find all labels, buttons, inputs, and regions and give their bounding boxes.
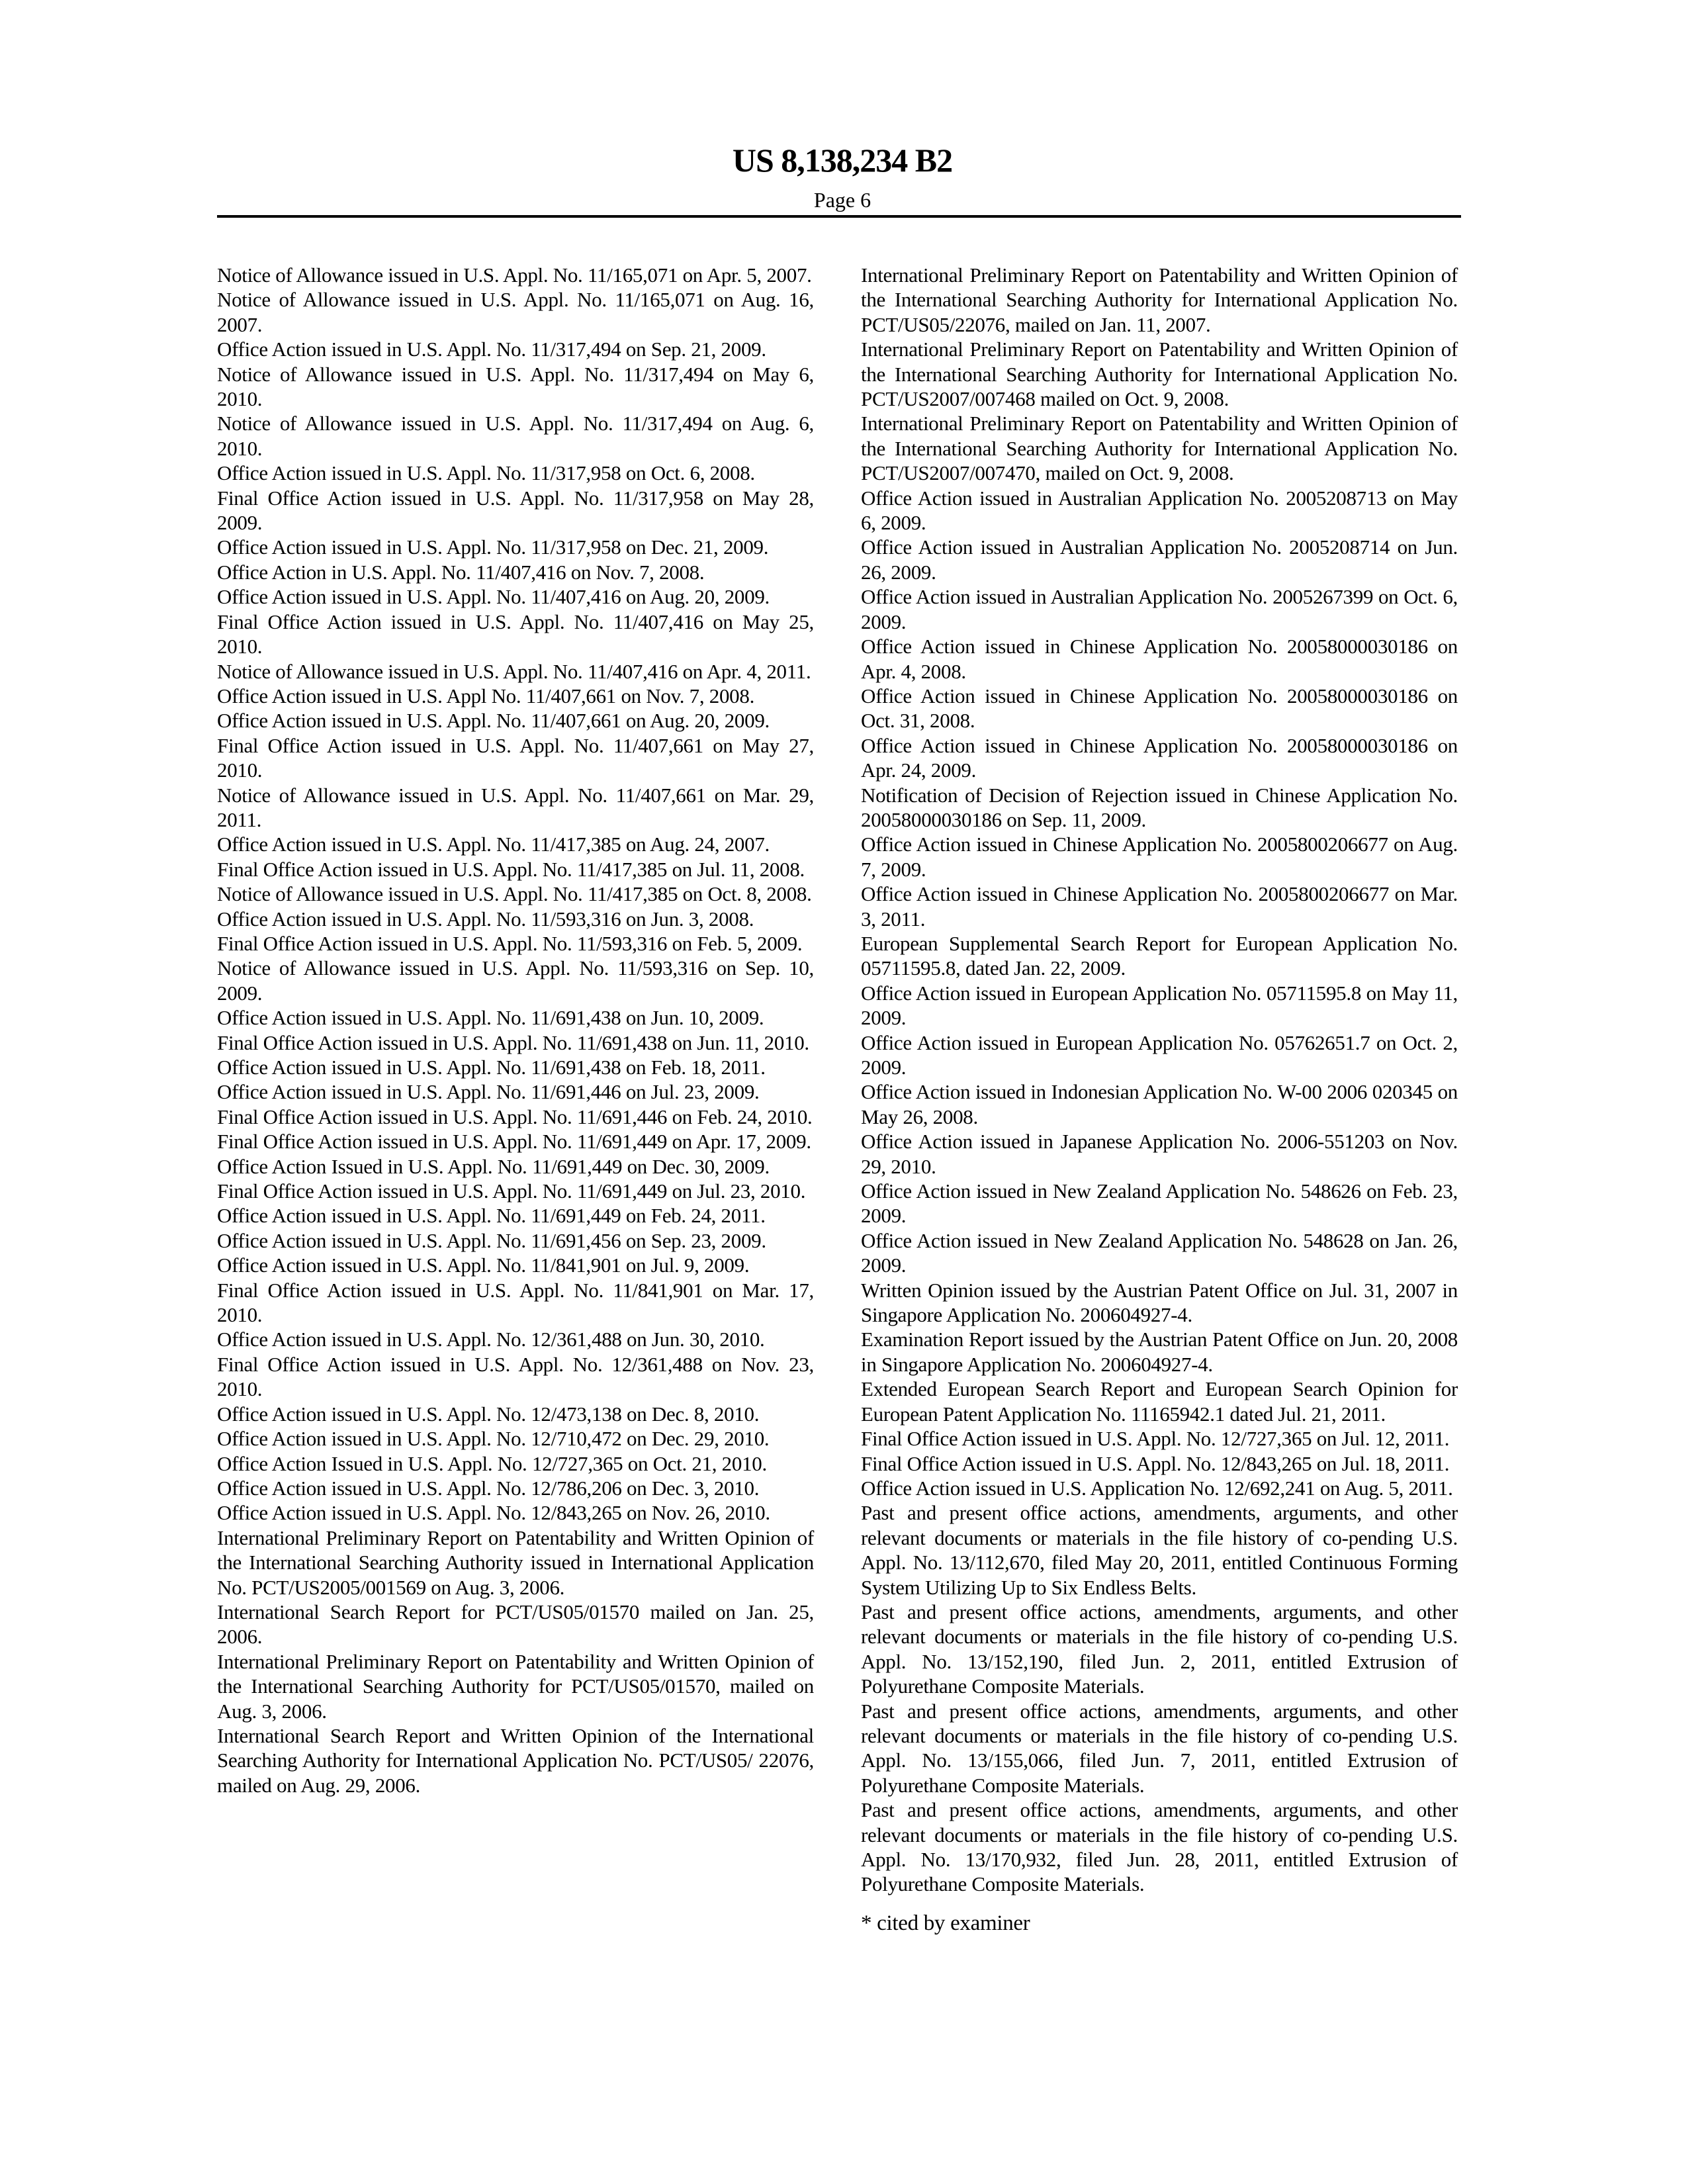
reference-entry: Notice of Allowance issued in U.S. Appl. No. 11/417,385 on Oct. 8, 2008.	[217, 882, 814, 906]
reference-entry: Office Action Issued in U.S. Appl. No. 12/727,365 on Oct. 21, 2010.	[217, 1451, 814, 1476]
reference-entry: Past and present office actions, amendments, arguments, and other relevant documents or materials in the file history of co-pending U.S. Appl. No. 13/112,670, filed May 20, 2011, entitled Continuous Forming System Utilizing Up to Six Endless Belts.	[861, 1500, 1458, 1600]
reference-entry: Office Action Issued in U.S. Appl. No. 11/691,449 on Dec. 30, 2009.	[217, 1154, 814, 1179]
reference-entry: Office Action issued in European Application No. 05711595.8 on May 11, 2009.	[861, 981, 1458, 1030]
reference-entry: Final Office Action issued in U.S. Appl. No. 11/691,449 on Jul. 23, 2010.	[217, 1179, 814, 1203]
reference-entry: International Preliminary Report on Patentability and Written Opinion of the International Searching Authority for International Application No. PCT/US2007/007468 mailed on Oct. 9, 2008.	[861, 337, 1458, 411]
reference-entry: Office Action issued in Chinese Application No. 20058000030186 on Oct. 31, 2008.	[861, 684, 1458, 733]
reference-entry: Office Action issued in U.S. Appl. No. 11/317,958 on Oct. 6, 2008.	[217, 461, 814, 485]
reference-entry: Office Action issued in U.S. Appl. No. 12/786,206 on Dec. 3, 2010.	[217, 1476, 814, 1500]
reference-entry: Office Action issued in U.S. Appl. No. 11/407,416 on Aug. 20, 2009.	[217, 584, 814, 609]
page-number: Page 6	[0, 187, 1685, 213]
reference-entry: Office Action issued in New Zealand Application No. 548626 on Feb. 23, 2009.	[861, 1179, 1458, 1228]
reference-entry: Notice of Allowance issued in U.S. Appl. No. 11/317,494 on May 6, 2010.	[217, 362, 814, 412]
reference-entry: Notice of Allowance issued in U.S. Appl. No. 11/593,316 on Sep. 10, 2009.	[217, 956, 814, 1005]
reference-entry: Office Action issued in Chinese Application No. 20058000030186 on Apr. 24, 2009.	[861, 733, 1458, 783]
reference-entry: Office Action issued in U.S. Appl. No. 11/317,494 on Sep. 21, 2009.	[217, 337, 814, 361]
reference-entry: Office Action issued in New Zealand Application No. 548628 on Jan. 26, 2009.	[861, 1228, 1458, 1278]
reference-entry: Office Action issued in Australian Application No. 2005267399 on Oct. 6, 2009.	[861, 584, 1458, 634]
reference-entry: Final Office Action issued in U.S. Appl. No. 12/361,488 on Nov. 23, 2010.	[217, 1352, 814, 1402]
reference-entry: International Preliminary Report on Patentability and Written Opinion of the International Searching Authority issued in International Application No. PCT/US2005/001569 on Aug. 3, 2006.	[217, 1525, 814, 1600]
reference-entry: Office Action issued in Chinese Application No. 2005800206677 on Aug. 7, 2009.	[861, 832, 1458, 882]
reference-entry: Office Action issued in U.S. Appl. No. 11/417,385 on Aug. 24, 2007.	[217, 832, 814, 856]
reference-entry: Past and present office actions, amendments, arguments, and other relevant documents or materials in the file history of co-pending U.S. Appl. No. 13/170,932, filed Jun. 28, 2011, entitled Extrusion of Polyurethane Composite Materials.	[861, 1797, 1458, 1897]
reference-entry: Office Action issued in U.S. Appl. No. 11/317,958 on Dec. 21, 2009.	[217, 535, 814, 559]
reference-entry: Final Office Action issued in U.S. Appl. No. 11/691,438 on Jun. 11, 2010.	[217, 1030, 814, 1055]
reference-entry: Office Action issued in U.S. Appl. No. 11/841,901 on Jul. 9, 2009.	[217, 1253, 814, 1277]
reference-entry: Examination Report issued by the Austrian Patent Office on Jun. 20, 2008 in Singapore Application No. 200604927-4.	[861, 1327, 1458, 1377]
reference-entry: Notice of Allowance issued in U.S. Appl. No. 11/317,494 on Aug. 6, 2010.	[217, 411, 814, 461]
reference-entry: Notice of Allowance issued in U.S. Appl. No. 11/165,071 on Apr. 5, 2007.	[217, 263, 814, 287]
reference-entry: Office Action issued in Australian Application No. 2005208714 on Jun. 26, 2009.	[861, 535, 1458, 584]
cited-by-examiner-note: * cited by examiner	[861, 1911, 1458, 1936]
reference-entry: Final Office Action issued in U.S. Appl. No. 12/727,365 on Jul. 12, 2011.	[861, 1426, 1458, 1451]
reference-entry: Office Action issued in U.S. Appl. No. 11/691,446 on Jul. 23, 2009.	[217, 1079, 814, 1104]
reference-entry: Final Office Action issued in U.S. Appl. No. 11/317,958 on May 28, 2009.	[217, 486, 814, 535]
reference-entry: Office Action issued in U.S. Appl. No. 12/843,265 on Nov. 26, 2010.	[217, 1500, 814, 1525]
reference-entry: Final Office Action issued in U.S. Appl. No. 11/593,316 on Feb. 5, 2009.	[217, 931, 814, 956]
reference-entry: European Supplemental Search Report for European Application No. 05711595.8, dated Jan. 22, 2009.	[861, 931, 1458, 981]
reference-entry: Past and present office actions, amendments, arguments, and other relevant documents or materials in the file history of co-pending U.S. Appl. No. 13/152,190, filed Jun. 2, 2011, entitled Extrusion of Polyurethane Composite Materials.	[861, 1600, 1458, 1699]
reference-entry: Office Action issued in Indonesian Application No. W-00 2006 020345 on May 26, 2008.	[861, 1079, 1458, 1129]
reference-entry: Office Action issued in U.S. Appl. No. 12/710,472 on Dec. 29, 2010.	[217, 1426, 814, 1451]
reference-entry: Office Action issued in Chinese Application No. 2005800206677 on Mar. 3, 2011.	[861, 882, 1458, 931]
reference-entry: Office Action issued in U.S. Appl. No. 11/691,438 on Feb. 18, 2011.	[217, 1055, 814, 1079]
reference-entry: Extended European Search Report and European Search Opinion for European Patent Application No. 11165942.1 dated Jul. 21, 2011.	[861, 1377, 1458, 1426]
reference-entry: Office Action issued in U.S. Appl. No. 11/407,661 on Aug. 20, 2009.	[217, 708, 814, 733]
reference-entry: Office Action issued in Chinese Application No. 20058000030186 on Apr. 4, 2008.	[861, 634, 1458, 684]
reference-entry: Office Action in U.S. Appl. No. 11/407,416 on Nov. 7, 2008.	[217, 560, 814, 584]
reference-entry: Final Office Action issued in U.S. Appl. No. 11/841,901 on Mar. 17, 2010.	[217, 1278, 814, 1328]
header-divider	[217, 215, 1461, 218]
reference-entry: International Preliminary Report on Patentability and Written Opinion of the International Searching Authority for International Application No. PCT/US2007/007470, mailed on Oct. 9, 2008.	[861, 411, 1458, 485]
reference-entry: Office Action issued in European Application No. 05762651.7 on Oct. 2, 2009.	[861, 1030, 1458, 1080]
reference-entry: Notice of Allowance issued in U.S. Appl. No. 11/407,416 on Apr. 4, 2011.	[217, 659, 814, 684]
reference-entry: Final Office Action issued in U.S. Appl. No. 11/691,446 on Feb. 24, 2010.	[217, 1105, 814, 1129]
reference-entry: Office Action issued in U.S. Appl. No. 11/691,449 on Feb. 24, 2011.	[217, 1203, 814, 1228]
reference-entry: Past and present office actions, amendments, arguments, and other relevant documents or materials in the file history of co-pending U.S. Appl. No. 13/155,066, filed Jun. 7, 2011, entitled Extrusion of Polyurethane Composite Materials.	[861, 1699, 1458, 1798]
reference-entry: Final Office Action issued in U.S. Appl. No. 11/691,449 on Apr. 17, 2009.	[217, 1129, 814, 1154]
reference-entry: International Search Report and Written Opinion of the International Searching Authority for International Application No. PCT/US05/ 22076, mailed on Aug. 29, 2006.	[217, 1723, 814, 1797]
reference-entry: Notice of Allowance issued in U.S. Appl. No. 11/407,661 on Mar. 29, 2011.	[217, 783, 814, 833]
reference-entry: Office Action issued in Japanese Application No. 2006-551203 on Nov. 29, 2010.	[861, 1129, 1458, 1179]
reference-entry: Final Office Action issued in U.S. Appl. No. 12/843,265 on Jul. 18, 2011.	[861, 1451, 1458, 1476]
reference-entry: Notice of Allowance issued in U.S. Appl. No. 11/165,071 on Aug. 16, 2007.	[217, 287, 814, 337]
reference-entry: Final Office Action issued in U.S. Appl. No. 11/407,661 on May 27, 2010.	[217, 733, 814, 783]
reference-entry: Final Office Action issued in U.S. Appl. No. 11/417,385 on Jul. 11, 2008.	[217, 857, 814, 882]
patent-number: US 8,138,234 B2	[0, 140, 1685, 180]
right-reference-column	[861, 263, 1458, 1936]
reference-entry: International Preliminary Report on Patentability and Written Opinion of the International Searching Authority for International Application No. PCT/US05/22076, mailed on Jan. 11, 2007.	[861, 263, 1458, 337]
reference-entry: International Preliminary Report on Patentability and Written Opinion of the International Searching Authority for PCT/US05/01570, mailed on Aug. 3, 2006.	[217, 1649, 814, 1723]
reference-entry: Office Action issued in Australian Application No. 2005208713 on May 6, 2009.	[861, 486, 1458, 535]
reference-entry: Office Action issued in U.S. Application No. 12/692,241 on Aug. 5, 2011.	[861, 1476, 1458, 1500]
reference-entry: Office Action issued in U.S. Appl. No. 12/361,488 on Jun. 30, 2010.	[217, 1327, 814, 1351]
reference-entry: Office Action issued in U.S. Appl. No. 11/593,316 on Jun. 3, 2008.	[217, 907, 814, 931]
reference-entry: Office Action issued in U.S. Appl No. 11/407,661 on Nov. 7, 2008.	[217, 684, 814, 708]
reference-entry: Office Action issued in U.S. Appl. No. 11/691,456 on Sep. 23, 2009.	[217, 1228, 814, 1253]
left-reference-column	[217, 263, 814, 1797]
reference-entry: International Search Report for PCT/US05/01570 mailed on Jan. 25, 2006.	[217, 1600, 814, 1649]
reference-entry: Office Action issued in U.S. Appl. No. 12/473,138 on Dec. 8, 2010.	[217, 1402, 814, 1426]
reference-entry: Final Office Action issued in U.S. Appl. No. 11/407,416 on May 25, 2010.	[217, 610, 814, 659]
reference-entry: Written Opinion issued by the Austrian Patent Office on Jul. 31, 2007 in Singapore Application No. 200604927-4.	[861, 1278, 1458, 1328]
reference-entry: Notification of Decision of Rejection issued in Chinese Application No. 20058000030186 on Sep. 11, 2009.	[861, 783, 1458, 833]
reference-entry: Office Action issued in U.S. Appl. No. 11/691,438 on Jun. 10, 2009.	[217, 1005, 814, 1030]
